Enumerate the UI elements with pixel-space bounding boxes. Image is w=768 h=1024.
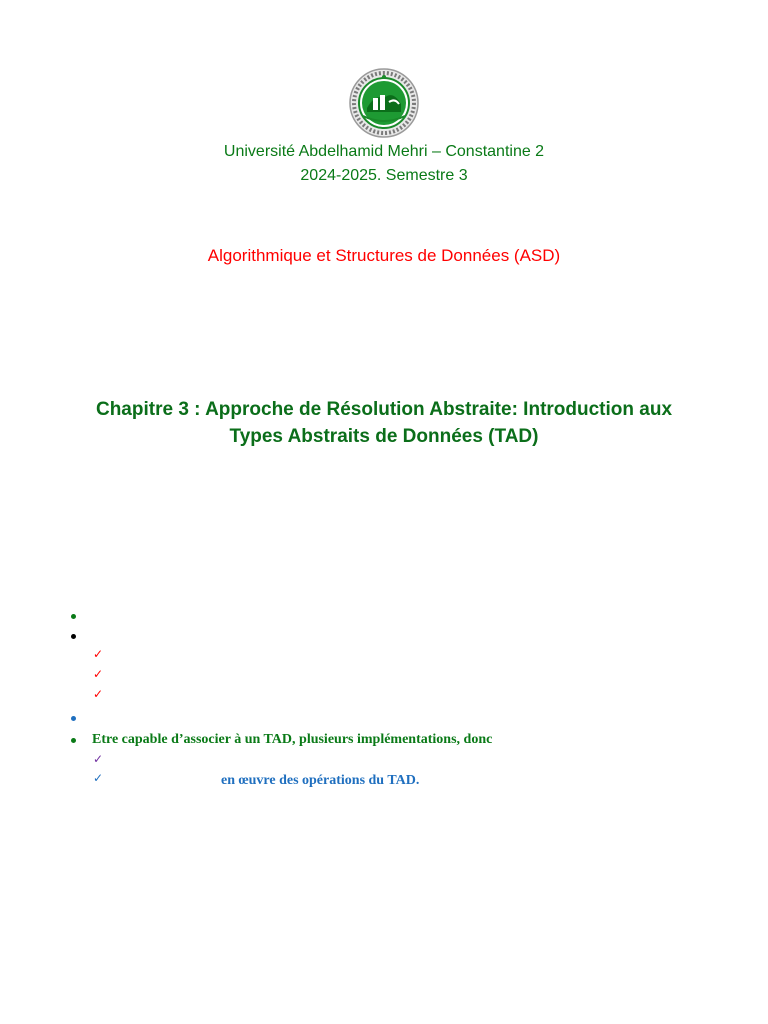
objective-operations: en œuvre des opérations du TAD. <box>221 773 420 788</box>
academic-year: 2024-2025. Semestre 3 <box>300 167 468 184</box>
checkmark-icon: ✓ <box>93 667 104 681</box>
checkmark-icon: ✓ <box>93 687 104 701</box>
bullet-icon <box>71 716 76 721</box>
checkmark-icon: ✓ <box>93 771 104 785</box>
bullet-icon <box>71 634 76 639</box>
bullet-icon <box>71 738 76 743</box>
university-logo <box>349 68 419 138</box>
chapter-title-line-2: Types Abstraits de Données (TAD) <box>229 426 539 447</box>
bullet-icon <box>71 614 76 619</box>
objective-implementations: Etre capable d’associer à un TAD, plusieurs implémentations, donc <box>92 732 493 747</box>
university-name: Université Abdelhamid Mehri – Constantine 2 <box>223 143 545 160</box>
chapter-title-line-1: Chapitre 3 : Approche de Résolution Abstraite: Introduction aux <box>95 399 673 420</box>
checkmark-icon: ✓ <box>93 752 104 766</box>
checkmark-icon: ✓ <box>93 647 104 661</box>
course-title: Algorithmique et Structures de Données (ASD) <box>207 246 561 265</box>
